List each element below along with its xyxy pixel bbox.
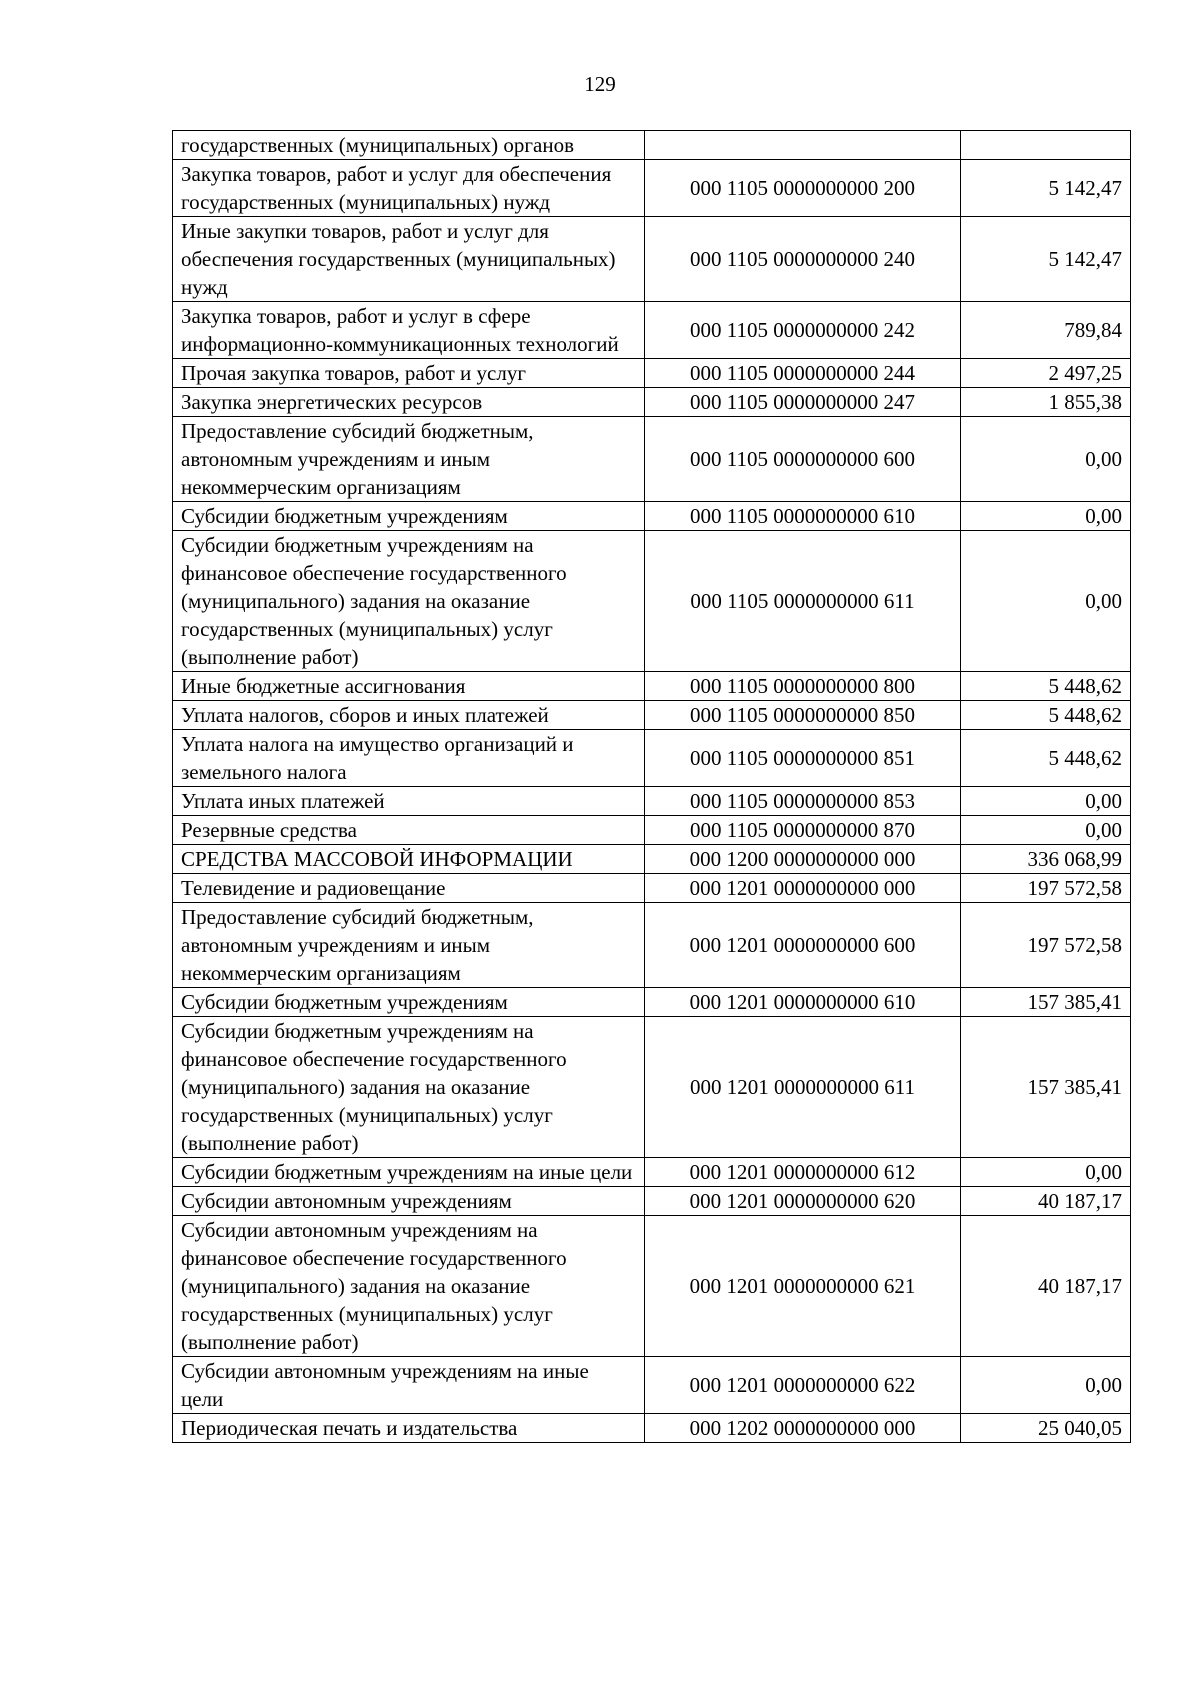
table-row [173, 1216, 1131, 1357]
row-amount: 0,00 [961, 417, 1131, 502]
row-code: 000 1201 0000000000 600 [645, 903, 961, 988]
row-name: Закупка энергетических ресурсов [173, 388, 645, 417]
row-amount: 25 040,05 [961, 1414, 1131, 1443]
table-row [173, 730, 1131, 787]
row-code: 000 1201 0000000000 610 [645, 988, 961, 1017]
row-code: 000 1105 0000000000 242 [645, 302, 961, 359]
row-amount: 157 385,41 [961, 988, 1131, 1017]
row-code: 000 1105 0000000000 600 [645, 417, 961, 502]
row-name: Прочая закупка товаров, работ и услуг [173, 359, 645, 388]
row-amount: 0,00 [961, 1357, 1131, 1414]
table-row [173, 160, 1131, 217]
table-row [173, 1357, 1131, 1414]
table-row [173, 672, 1131, 701]
row-name: СРЕДСТВА МАССОВОЙ ИНФОРМАЦИИ [173, 845, 645, 874]
table-row [173, 302, 1131, 359]
row-name: Иные закупки товаров, работ и услуг для обеспечения государственных (муниципальных) нужд [173, 217, 645, 302]
row-code: 000 1105 0000000000 200 [645, 160, 961, 217]
row-name: Предоставление субсидий бюджетным, автономным учреждениям и иным некоммерческим организациям [173, 903, 645, 988]
row-amount: 0,00 [961, 531, 1131, 672]
row-name: Резервные средства [173, 816, 645, 845]
row-amount: 157 385,41 [961, 1017, 1131, 1158]
row-name: Периодическая печать и издательства [173, 1414, 645, 1443]
row-code: 000 1201 0000000000 611 [645, 1017, 961, 1158]
row-code: 000 1201 0000000000 620 [645, 1187, 961, 1216]
row-amount: 5 142,47 [961, 160, 1131, 217]
row-code: 000 1200 0000000000 000 [645, 845, 961, 874]
table-row [173, 816, 1131, 845]
row-code: 000 1201 0000000000 612 [645, 1158, 961, 1187]
row-amount: 197 572,58 [961, 874, 1131, 903]
row-name: Субсидии автономным учреждениям на иные цели [173, 1357, 645, 1414]
row-amount: 789,84 [961, 302, 1131, 359]
row-amount: 336 068,99 [961, 845, 1131, 874]
row-amount: 5 448,62 [961, 730, 1131, 787]
table-row [173, 845, 1131, 874]
page-number: 129 [584, 72, 616, 96]
row-name: Субсидии бюджетным учреждениям на финансовое обеспечение государственного (муниципального) задания на оказание государственных (муниципальных) услуг (выполнение работ) [173, 1017, 645, 1158]
table-row [173, 359, 1131, 388]
row-code: 000 1202 0000000000 000 [645, 1414, 961, 1443]
row-code: 000 1105 0000000000 850 [645, 701, 961, 730]
row-code: 000 1201 0000000000 000 [645, 874, 961, 903]
row-code: 000 1105 0000000000 800 [645, 672, 961, 701]
row-name: Телевидение и радиовещание [173, 874, 645, 903]
table-row [173, 217, 1131, 302]
row-amount: 40 187,17 [961, 1216, 1131, 1357]
row-amount: 0,00 [961, 1158, 1131, 1187]
row-name: государственных (муниципальных) органов [173, 131, 645, 160]
table-row [173, 1414, 1131, 1443]
row-name: Иные бюджетные ассигнования [173, 672, 645, 701]
row-amount: 197 572,58 [961, 903, 1131, 988]
row-code: 000 1105 0000000000 870 [645, 816, 961, 845]
table-row [173, 701, 1131, 730]
row-amount: 1 855,38 [961, 388, 1131, 417]
row-code [645, 131, 961, 160]
row-name: Субсидии автономным учреждениям [173, 1187, 645, 1216]
row-name: Закупка товаров, работ и услуг для обеспечения государственных (муниципальных) нужд [173, 160, 645, 217]
row-name: Закупка товаров, работ и услуг в сфере информационно-коммуникационных технологий [173, 302, 645, 359]
table-row [173, 417, 1131, 502]
row-code: 000 1105 0000000000 240 [645, 217, 961, 302]
row-code: 000 1105 0000000000 244 [645, 359, 961, 388]
table-row [173, 1017, 1131, 1158]
row-name: Субсидии бюджетным учреждениям на финансовое обеспечение государственного (муниципального) задания на оказание государственных (муниципальных) услуг (выполнение работ) [173, 531, 645, 672]
row-name: Субсидии автономным учреждениям на финансовое обеспечение государственного (муниципального) задания на оказание государственных (муниципальных) услуг (выполнение работ) [173, 1216, 645, 1357]
table-row [173, 1187, 1131, 1216]
table-row [173, 988, 1131, 1017]
table-row [173, 903, 1131, 988]
row-name: Уплата налога на имущество организаций и земельного налога [173, 730, 645, 787]
row-amount: 5 448,62 [961, 672, 1131, 701]
row-name: Субсидии бюджетным учреждениям [173, 988, 645, 1017]
row-code: 000 1105 0000000000 853 [645, 787, 961, 816]
table-row [173, 531, 1131, 672]
row-amount: 0,00 [961, 787, 1131, 816]
row-code: 000 1105 0000000000 247 [645, 388, 961, 417]
row-code: 000 1105 0000000000 611 [645, 531, 961, 672]
row-name: Субсидии бюджетным учреждениям [173, 502, 645, 531]
budget-table [172, 130, 1131, 1443]
row-amount: 5 142,47 [961, 217, 1131, 302]
table-row [173, 131, 1131, 160]
row-amount: 5 448,62 [961, 701, 1131, 730]
table-row [173, 388, 1131, 417]
row-name: Предоставление субсидий бюджетным, автономным учреждениям и иным некоммерческим организациям [173, 417, 645, 502]
row-code: 000 1201 0000000000 621 [645, 1216, 961, 1357]
row-amount: 0,00 [961, 502, 1131, 531]
table-row [173, 502, 1131, 531]
row-code: 000 1105 0000000000 610 [645, 502, 961, 531]
row-name: Субсидии бюджетным учреждениям на иные цели [173, 1158, 645, 1187]
row-amount: 40 187,17 [961, 1187, 1131, 1216]
row-name: Уплата иных платежей [173, 787, 645, 816]
row-code: 000 1201 0000000000 622 [645, 1357, 961, 1414]
table-row [173, 874, 1131, 903]
row-amount: 0,00 [961, 816, 1131, 845]
row-code: 000 1105 0000000000 851 [645, 730, 961, 787]
row-amount: 2 497,25 [961, 359, 1131, 388]
table-row [173, 787, 1131, 816]
row-name: Уплата налогов, сборов и иных платежей [173, 701, 645, 730]
table-row [173, 1158, 1131, 1187]
row-amount [961, 131, 1131, 160]
